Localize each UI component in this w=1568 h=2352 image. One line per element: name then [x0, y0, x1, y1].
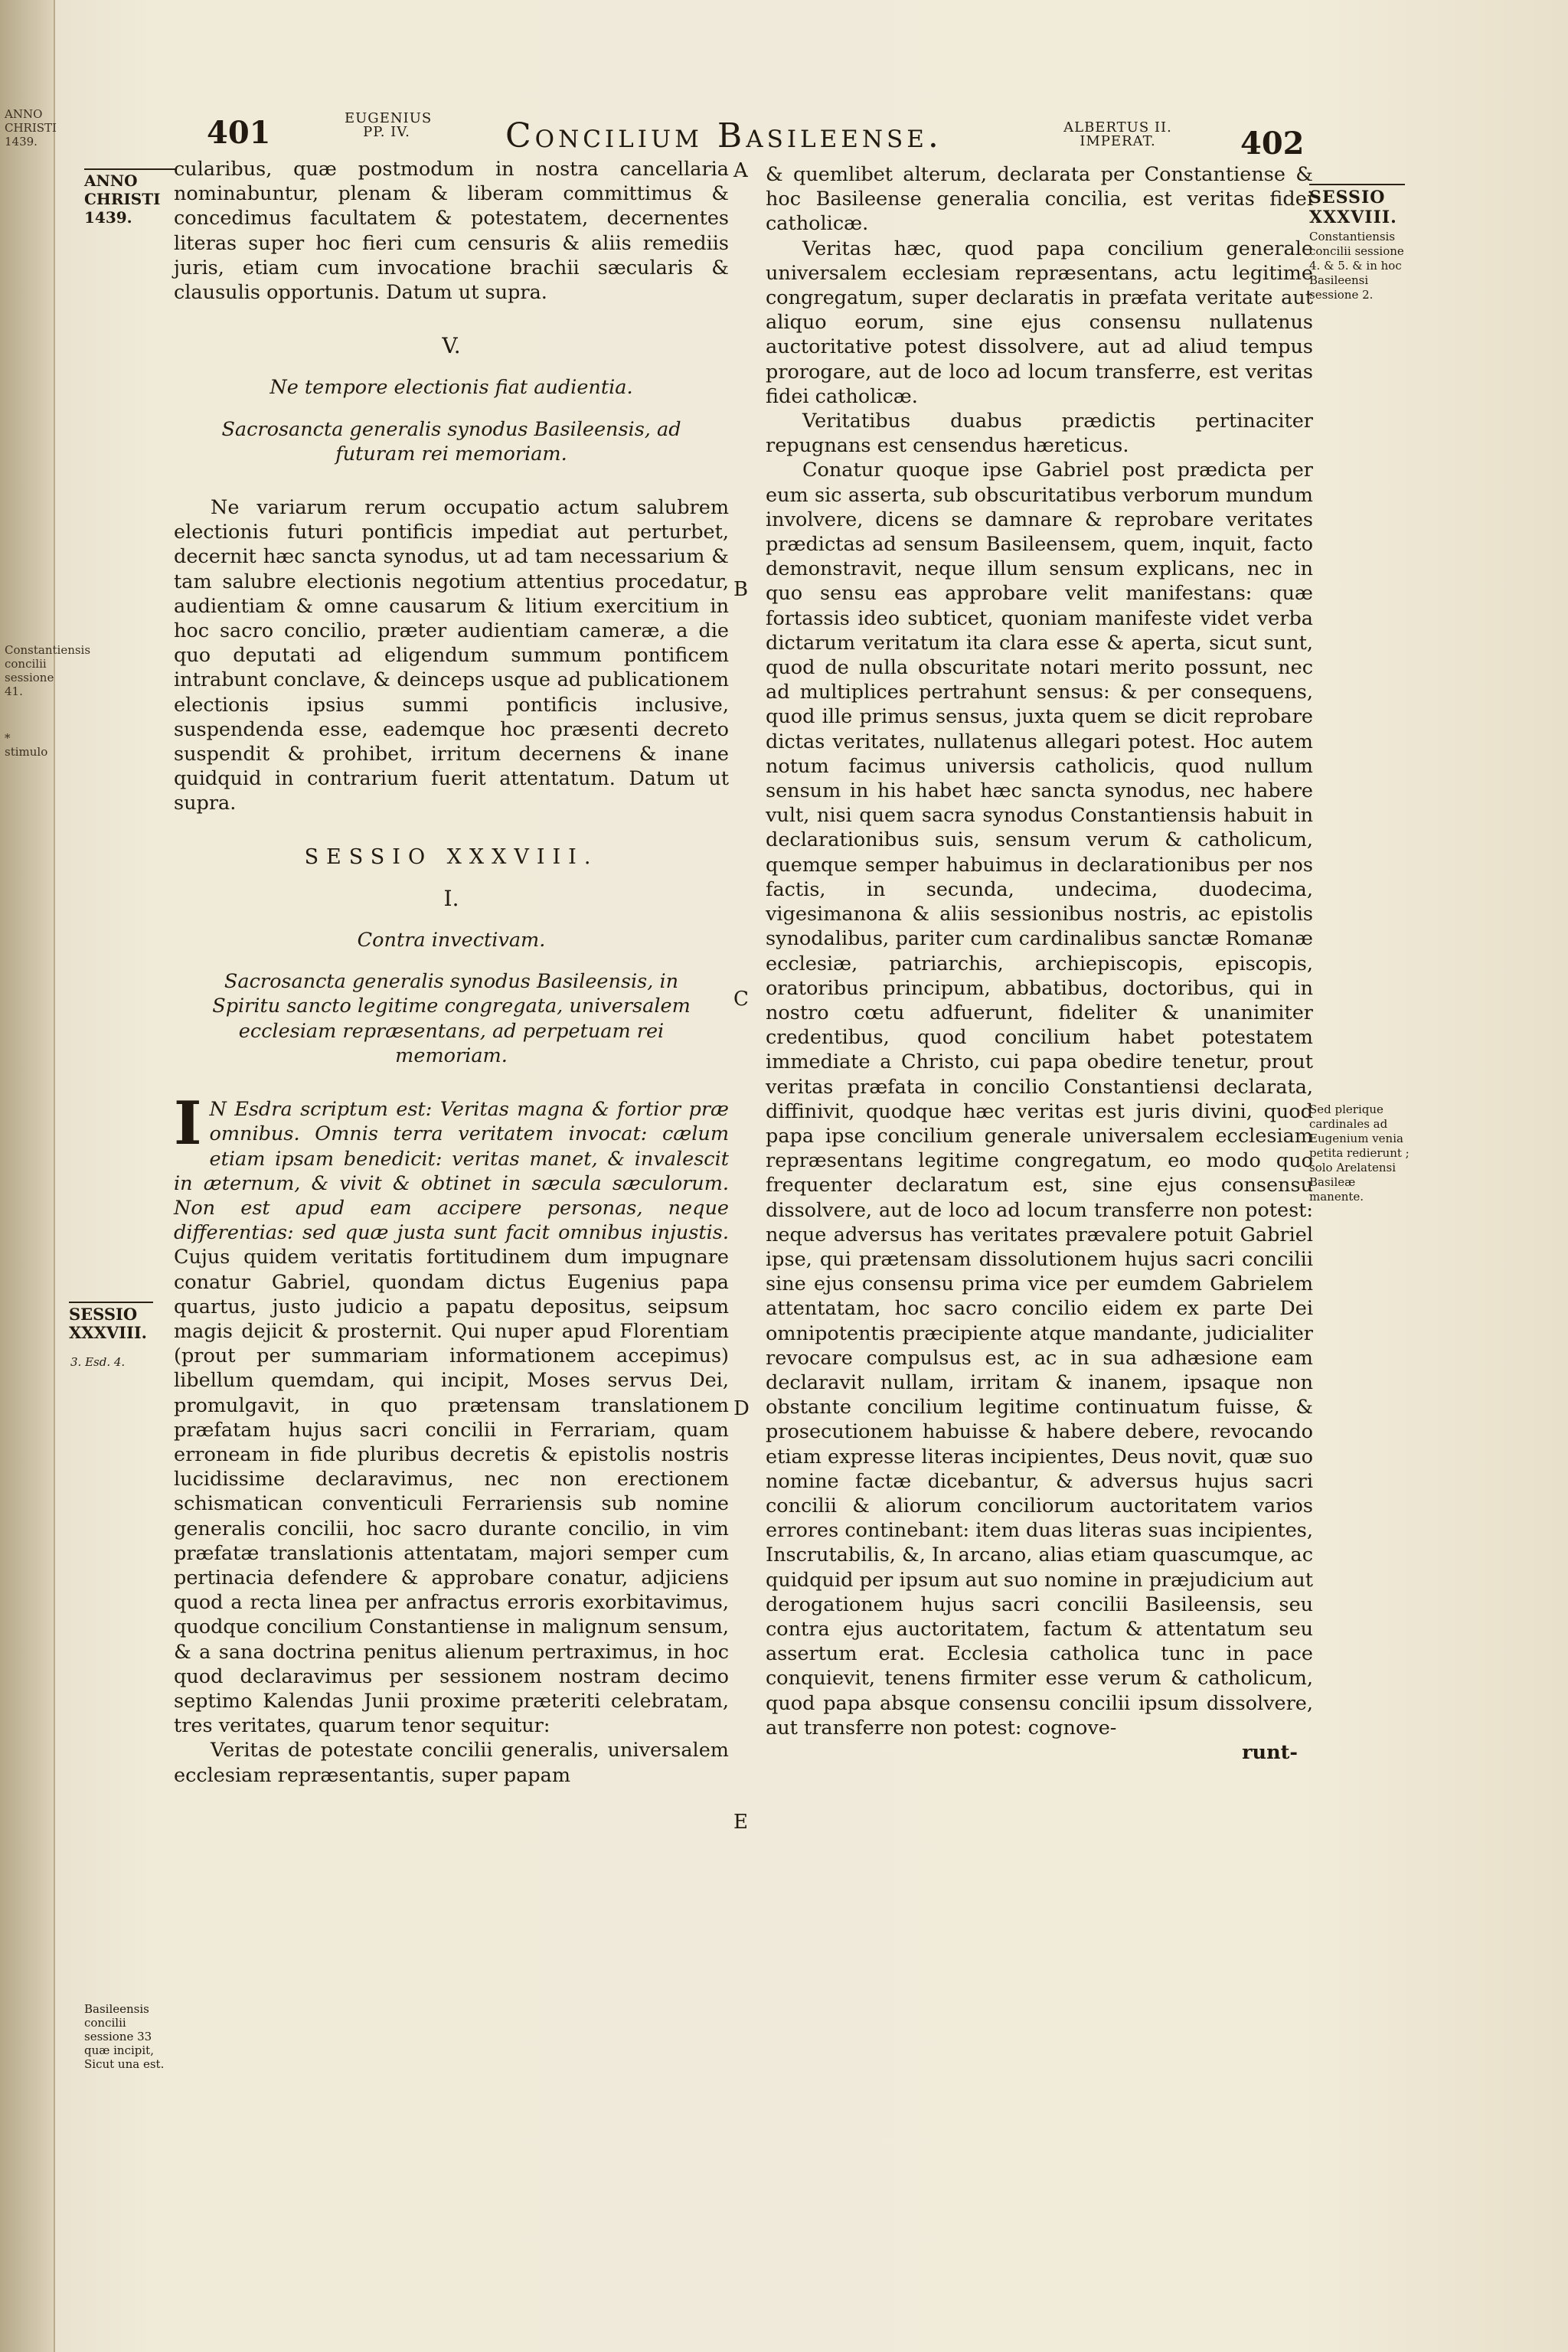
prev-page-stimulo: * stimulo — [5, 731, 48, 759]
margin-sessio-left: SESSIO XXXVIII. — [69, 1302, 165, 1342]
synod-formula-v: Sacrosancta generalis synodus Basileensis, ad futuram rei memoriam. — [221, 417, 681, 466]
paragraph-ne-variarum: Ne variarum rerum occupatio actum salubrem electionis futuri pontificis impediat aut perturbet, decernit hæc sancta synodus, ut ad tam necessarium & tam salubre electionis negotium attentius procedatur, audientiam & omne causarum & litium exercitium in hoc sacro concilio, præter audientiam cameræ, a die quo deputati ad eligendum summum pontificem intrabunt conclave, & deinceps usque ad publicationem electionis ipsius summi pontificis inclusive, suspendenda esse, eademque hoc præsenti decreto suspendit & prohibet, irritum decernens & inane quidquid in contrarium fuerit attentatum. Datum ut supra. — [174, 496, 729, 815]
heading-contra-invectivam: Contra invectivam. — [357, 929, 546, 952]
margin-constantiensis-note: Constantiensis concilii sessione 4. & 5. & in hoc Basileensi sessione 2. — [1309, 230, 1404, 302]
section-letter-c: C — [733, 988, 749, 1011]
margin-anno-christi: ANNO CHRISTI 1439. — [84, 168, 180, 227]
margin-sessio-right: SESSIO XXXVIII. — [1309, 184, 1413, 227]
paragraph-veritas-de-potestate: Veritas de potestate concilii generalis, universalem ecclesiam repræsentantis, super papam — [174, 1739, 729, 1787]
paragraph-conatur: Conatur quoque ipse Gabriel post prædicta per eum sic asserta, sub obscuritatibus verborum mundum involvere, dicens se damnare & reprobare veritates prædictas ad sensum Basileensem, quem, inquit, facto demonstravit, neque illum sensum explicans, nec in quo sensu eas approbare velit manifestans: quæ fortassis ideo subticet, quoniam manifeste videt verba dictarum veritatum ita clara esse & aperta, sicut sunt, quod de nulla obscuritate notari merito possunt, nec ad multiplices pertrahunt sensus: & per consequens, quod ille primus sensus, juxta quem se dicit reprobare dictas veritates, nullatenus allegari potest. Hoc autem notum facimus universis catholicis, quod nullum sensum in his habet hæc sancta synodus, nec habere vult, nisi quem sacra synodus Constantiensis habuit in declarationibus suis, sensum verum & catholicum, quemque semper habuimus in declarationibus per nos factis, in secunda, undecima, duodecima, vigesimanona & aliis sessionibus nostris, ac epistolis synodalibus, pariter cum cardinalibus sanctæ Romanæ ecclesiæ, patriarchis, archiepiscopis, episcopis, oratoribus principum, abbatibus, doctoribus, qui in nostro cœtu adfuerunt, fideliter & unanimiter credentibus, quod concilium habet potestatem immediate a Christo, cui papa obedire tenetur, prout veritas præfata in concilio Constantiensi declarata, diffinivit, quodque hæc veritas est juris divini, quod papa ipse concilium generale universalem ecclesiam repræsentans legitime congregatum, eo modo quo frequenter declaratum est, sine ejus consensu dissolvere, aut de loco ad locum transferre non potest: neque adversus has veritates prævalere potuit Gabriel ipse, qui prætensam dissolutionem hujus sacri concilii sine ejus consensu prima vice per eumdem Gabrielem attentatam, hoc sacro concilio eidem ex parte Dei omnipotentis præcipiente atque mandante, judicialiter revocare compulsus est, ac in sua adhæsione eam declaravit nullam, irritam & inanem, ipsaque non obstante concilium legitime continuatum fuisse, & prosecutionem habuisse & habere debere, revocando etiam expresse literas incipientes, Deus novit, quæ suo nomine factæ dicebantur, & adversus hujus sacri concilii & aliorum conciliorum auctoritatem varios errores continebant: item duas literas suas incipientes, Inscrutabilis, &, In arcano, alias etiam quascumque, ac quidquid per ipsum aut suo nomine in præjudicium aut derogationem hujus sacri concilii Basileensis, seu contra ejus auctoritatem, factum & attentatum seu assertum erat. Ecclesia catholica tunc in pace conquievit, tenens firmiter esse verum & catholicum, quod papa absque consensu concilii ipsum dissolvere, aut transferre non potest: cognove- — [766, 459, 1313, 1740]
page-title: Concilium Basileense. — [505, 116, 942, 155]
section-numeral-i: I. — [443, 885, 459, 911]
paragraph-in-esdra — [174, 1089, 729, 1738]
section-letter-b: B — [733, 578, 749, 601]
left-column — [174, 157, 729, 1788]
section-letter-e: E — [733, 1811, 748, 1834]
margin-cardinales-note: Sed plerique cardinales ad Eugenium venia petita redierunt ; solo Arelatensi Basileæ manente. — [1309, 1102, 1410, 1204]
paragraph-veritas-haec: Veritas hæc, quod papa concilium generale universalem ecclesiam repræsentans, actu legitime congregatum, super declaratis in præfata veritate aut aliquo eorum, sine ejus consensu nullatenus auctoritative potest dissolvere, aut ad aliud tempus prorogare, aut de loco ad locum transferre, est veritas fidei catholicæ. — [766, 237, 1313, 408]
right-column — [766, 162, 1313, 1765]
running-header — [207, 107, 1309, 161]
paragraph-quemlibet: & quemlibet alterum, declarata per Constantiense & hoc Basileense generalia concilia, est veritas fidei catholicæ. — [766, 163, 1313, 236]
drop-cap-letter: I — [174, 1089, 202, 1159]
section-letter-a: A — [733, 159, 748, 182]
page-number-right: 402 — [1240, 126, 1305, 162]
heading-ne-tempore: Ne tempore electionis fiat audientia. — [270, 376, 633, 400]
runner-albertus: ALBERTUS II. IMPERAT. — [1063, 119, 1172, 149]
prev-page-anno: ANNO CHRISTI 1439. — [5, 107, 57, 149]
esdra-quotation: N Esdra scriptum est: Veritas magna & fortior præ omnibus. Omnis terra veritatem invocat: cælum etiam ipsam benedicit: veritas manet, & invalescit in æternum, & vivit & obtinet in sæcula sæculorum. Non est apud eam accipere personas, neque differentias: sed quæ justa sunt facit omnibus injustis. — [174, 1098, 729, 1245]
previous-page-edge — [0, 0, 91, 2352]
runner-eugenius: EUGENIUS PP. IV. — [345, 110, 433, 140]
section-letter-d: D — [733, 1397, 750, 1420]
page-number-left: 401 — [207, 115, 271, 151]
synod-formula-i: Sacrosancta generalis synodus Basileensis, in Spiritu sancto legitime congregata, universalem ecclesiam repræsentans, ad perpetuam rei memoriam. — [212, 970, 691, 1067]
esdra-commentary: Cujus quidem veritatis fortitudinem dum impugnare conatur Gabriel, quondam dictus Eugenius papa quartus, justo judicio a papatu depositus, seipsum magis dejicit & prosternit. Qui nuper apud Florentiam (prout per summariam informationem accepimus) libellum quemdam, qui incipit, Moses servus Dei, promulgavit, in quo prætensam translationem præfatam hujus sacri concilii in Ferrariam, quam erroneam in fide pluribus decretis & epistolis nostris lucidissime declaravimus, nec non erectionem schismatican conventiculi Ferrariensis sub nomine generalis concilii, hoc sacro durante concilio, in vim præfatæ translationis attentatam, majori semper cum pertinacia defendere & approbare conatur, adjiciens quod a recta linea per anfractus erroris exorbitavimus, quodque concilium Constantiense in malignum sensum, & a sana doctrina penitus alienum pertraximus, in hoc quod declaravimus per sessionem nostram decimo septimo Kalendas Junii proxime præteriti celebratam, tres veritates, quarum tenor sequitur: — [174, 1246, 729, 1738]
paragraph-veritatibus: Veritatibus duabus prædictis pertinaciter repugnans est censendus hæreticus. — [766, 410, 1313, 458]
prev-page-note: Constantiensis concilii sessione 41. — [5, 643, 91, 698]
paragraph-cularibus: cularibus, quæ postmodum in nostra cancellaria nominabuntur, plenam & liberam committimus & concedimus facultatem & potestatem, decernentes literas super hoc fieri cum censuris & aliis remediis juris, etiam cum invocatione brachii sæcularis & clausulis opportunis. Datum ut supra. — [174, 158, 729, 305]
catchword: runt- — [1242, 1741, 1298, 1764]
margin-basileensis-note: Basileensis concilii sessione 33 quæ incipit, Sicut una est. — [84, 2002, 165, 2071]
margin-esdra-citation: 3. Esd. 4. — [70, 1355, 126, 1369]
section-numeral-v: V. — [442, 333, 461, 359]
sessio-xxxviii-title: SESSIO XXXVIII. — [304, 844, 599, 869]
